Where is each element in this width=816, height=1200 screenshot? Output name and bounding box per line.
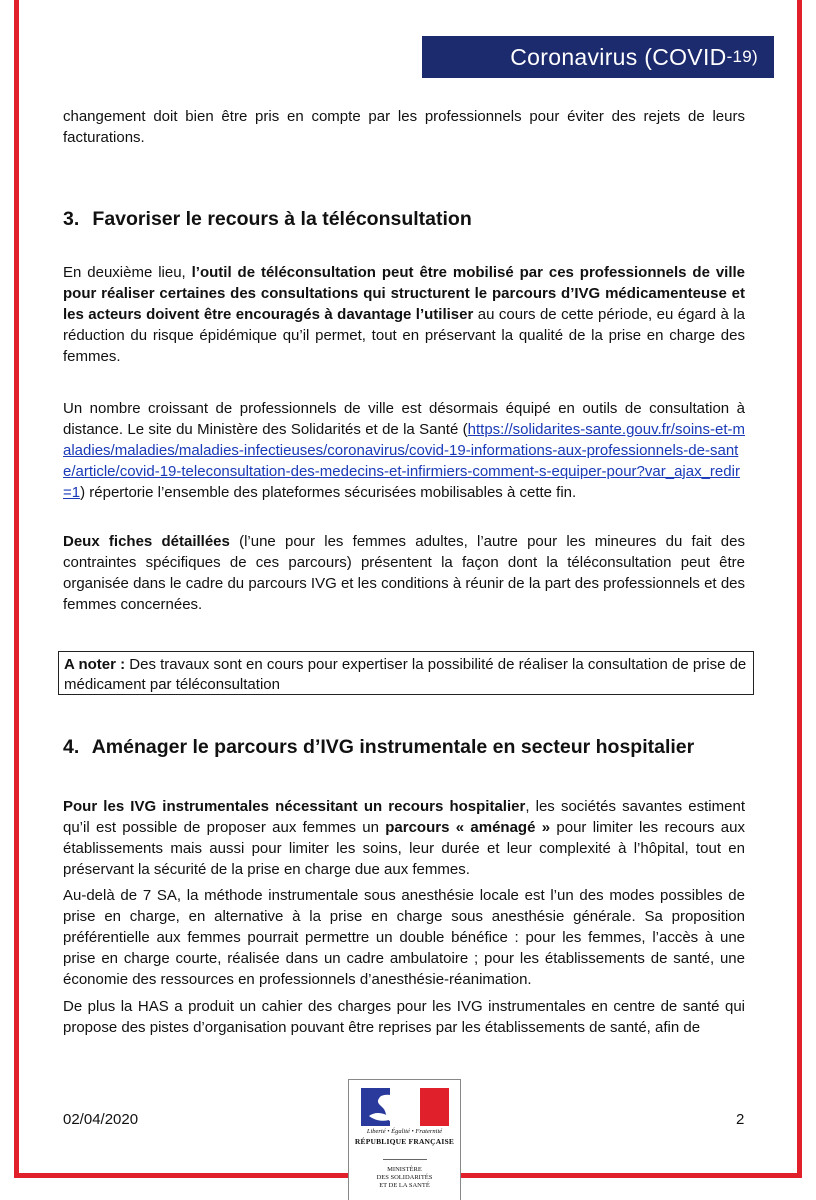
p3-rest: (l’une pour les femmes adultes, l’autre pour les mineures du fait des contraintes spécifiques de ces parcours) présentent la façon dont la téléconsultation peut être organisée dans le cadre du parcours IVG et les conditions à réunir de la part des professionnels et des femmes concernées. bbox=[63, 533, 745, 613]
p4-mid: , les sociétés savantes estiment qu’il est possible de proposer aux femmes un bbox=[63, 798, 745, 836]
p6-text: De plus la HAS a produit un cahier des charges pour les IVG instrumentales en centre de santé qui propose des pistes d’organisation pouvant être reprises par les établissements de santé, afin de bbox=[63, 998, 745, 1036]
paragraph-anesthesie bbox=[63, 885, 745, 990]
p3-bold: Deux fiches détaillées bbox=[63, 533, 230, 550]
logo-republic: RÉPUBLIQUE FRANÇAISE bbox=[354, 1137, 455, 1146]
marianne-logo-icon bbox=[361, 1088, 449, 1126]
ministry-website-link[interactable]: https://solidarites-sante.gouv.fr/soins-et-maladies/maladies/maladies-infectieuses/coronavirus/covid-19-informations-aux-professionnels-de-sante/article/covid-19-teleconsultation-des-medecins-et-infirmiers-comment-s-equiper-pour?var_ajax_redir=1 bbox=[63, 421, 745, 501]
paragraph-teleconsultation bbox=[63, 262, 745, 367]
page-frame-left bbox=[14, 0, 19, 1178]
section-3-heading bbox=[63, 207, 745, 231]
p2-rest: ) répertorie l’ensemble des plateformes sécurisées mobilisables à cette fin. bbox=[80, 484, 577, 501]
banner-suffix: -19) bbox=[726, 47, 758, 66]
section-3-title: Favoriser le recours à la téléconsultation bbox=[92, 208, 472, 230]
p1-bold: l’outil de téléconsultation peut être mobilisé par ces professionnels de ville pour réaliser certaines des consultations qui structurent le parcours d’IVG médicamenteuse et les acteurs doivent être encouragés à davantage l’utiliser bbox=[63, 264, 746, 323]
header-banner bbox=[422, 36, 774, 78]
banner-title: Coronavirus (COVID bbox=[510, 43, 727, 70]
section-4-number: 4. bbox=[63, 736, 80, 758]
logo-ministry-line-2: DES SOLIDARITÉS bbox=[376, 1174, 433, 1181]
logo-ministry-line-1: MINISTÈRE bbox=[387, 1166, 422, 1173]
p5-text: Au-delà de 7 SA, la méthode instrumentale sous anesthésie locale est l’un des modes possibles de prise en charge, en alternative à la prise en charge sous anesthésie générale. Sa proposition préférentielle aux femmes pourrait permettre un double bénéfice : pour les femmes, l’accès à une prise en charge courte, réalisée dans un cadre ambulatoire ; pour les établissements de santé, une économie des ressources en professionnels d’anesthésie-réanimation. bbox=[63, 887, 745, 988]
p4-bold-2: parcours « aménagé » bbox=[385, 819, 551, 836]
p4-bold-1: Pour les IVG instrumentales nécessitant un recours hospitalier bbox=[63, 798, 526, 815]
page-frame-right bbox=[797, 0, 802, 1178]
section-4-title: Aménager le parcours d’IVG instrumentale en secteur hospitalier bbox=[91, 736, 695, 758]
page-number: 2 bbox=[736, 1111, 745, 1128]
paragraph-equipment bbox=[63, 398, 745, 503]
logo-ministry bbox=[349, 1166, 460, 1190]
paragraph-fiches bbox=[63, 531, 745, 615]
ministry-logo bbox=[348, 1079, 461, 1200]
p4-rest: pour limiter les recours aux établissements mais aussi pour limiter les soins, leur durée et leur complexité à l’hôpital, tout en préservant la sécurité de la prise en charge due aux femmes. bbox=[63, 819, 745, 878]
logo-motto: Liberté • Égalité • Fraternité bbox=[366, 1128, 443, 1135]
note-box bbox=[58, 651, 754, 695]
p1-lead: En deuxième lieu, bbox=[63, 264, 192, 281]
note-text: Des travaux sont en cours pour expertiser la possibilité de réaliser la consultation de prise de médicament par téléconsultation bbox=[64, 656, 747, 693]
footer-date: 02/04/2020 bbox=[63, 1111, 139, 1128]
section-4-heading bbox=[63, 735, 745, 759]
p1-rest: au cours de cette période, eu égard à la réduction du risque épidémique qu’il permet, tout en préservant la qualité de la prise en charge des femmes. bbox=[63, 306, 745, 365]
paragraph-billing-text: changement doit bien être pris en compte par les professionnels pour éviter des rejets de leurs facturations. bbox=[63, 108, 745, 146]
p2-lead: Un nombre croissant de professionnels de ville est désormais équipé en outils de consultation à distance. Le site du Ministère des Solidarités et de la Santé ( bbox=[63, 400, 745, 438]
paragraph-has bbox=[63, 996, 745, 1038]
logo-ministry-line-3: ET DE LA SANTÉ bbox=[379, 1182, 430, 1189]
note-label: A noter : bbox=[64, 656, 126, 673]
paragraph-billing bbox=[63, 106, 745, 148]
logo-divider bbox=[383, 1159, 427, 1160]
section-3-number: 3. bbox=[63, 208, 80, 230]
paragraph-ivg-instrumentales bbox=[63, 796, 745, 880]
